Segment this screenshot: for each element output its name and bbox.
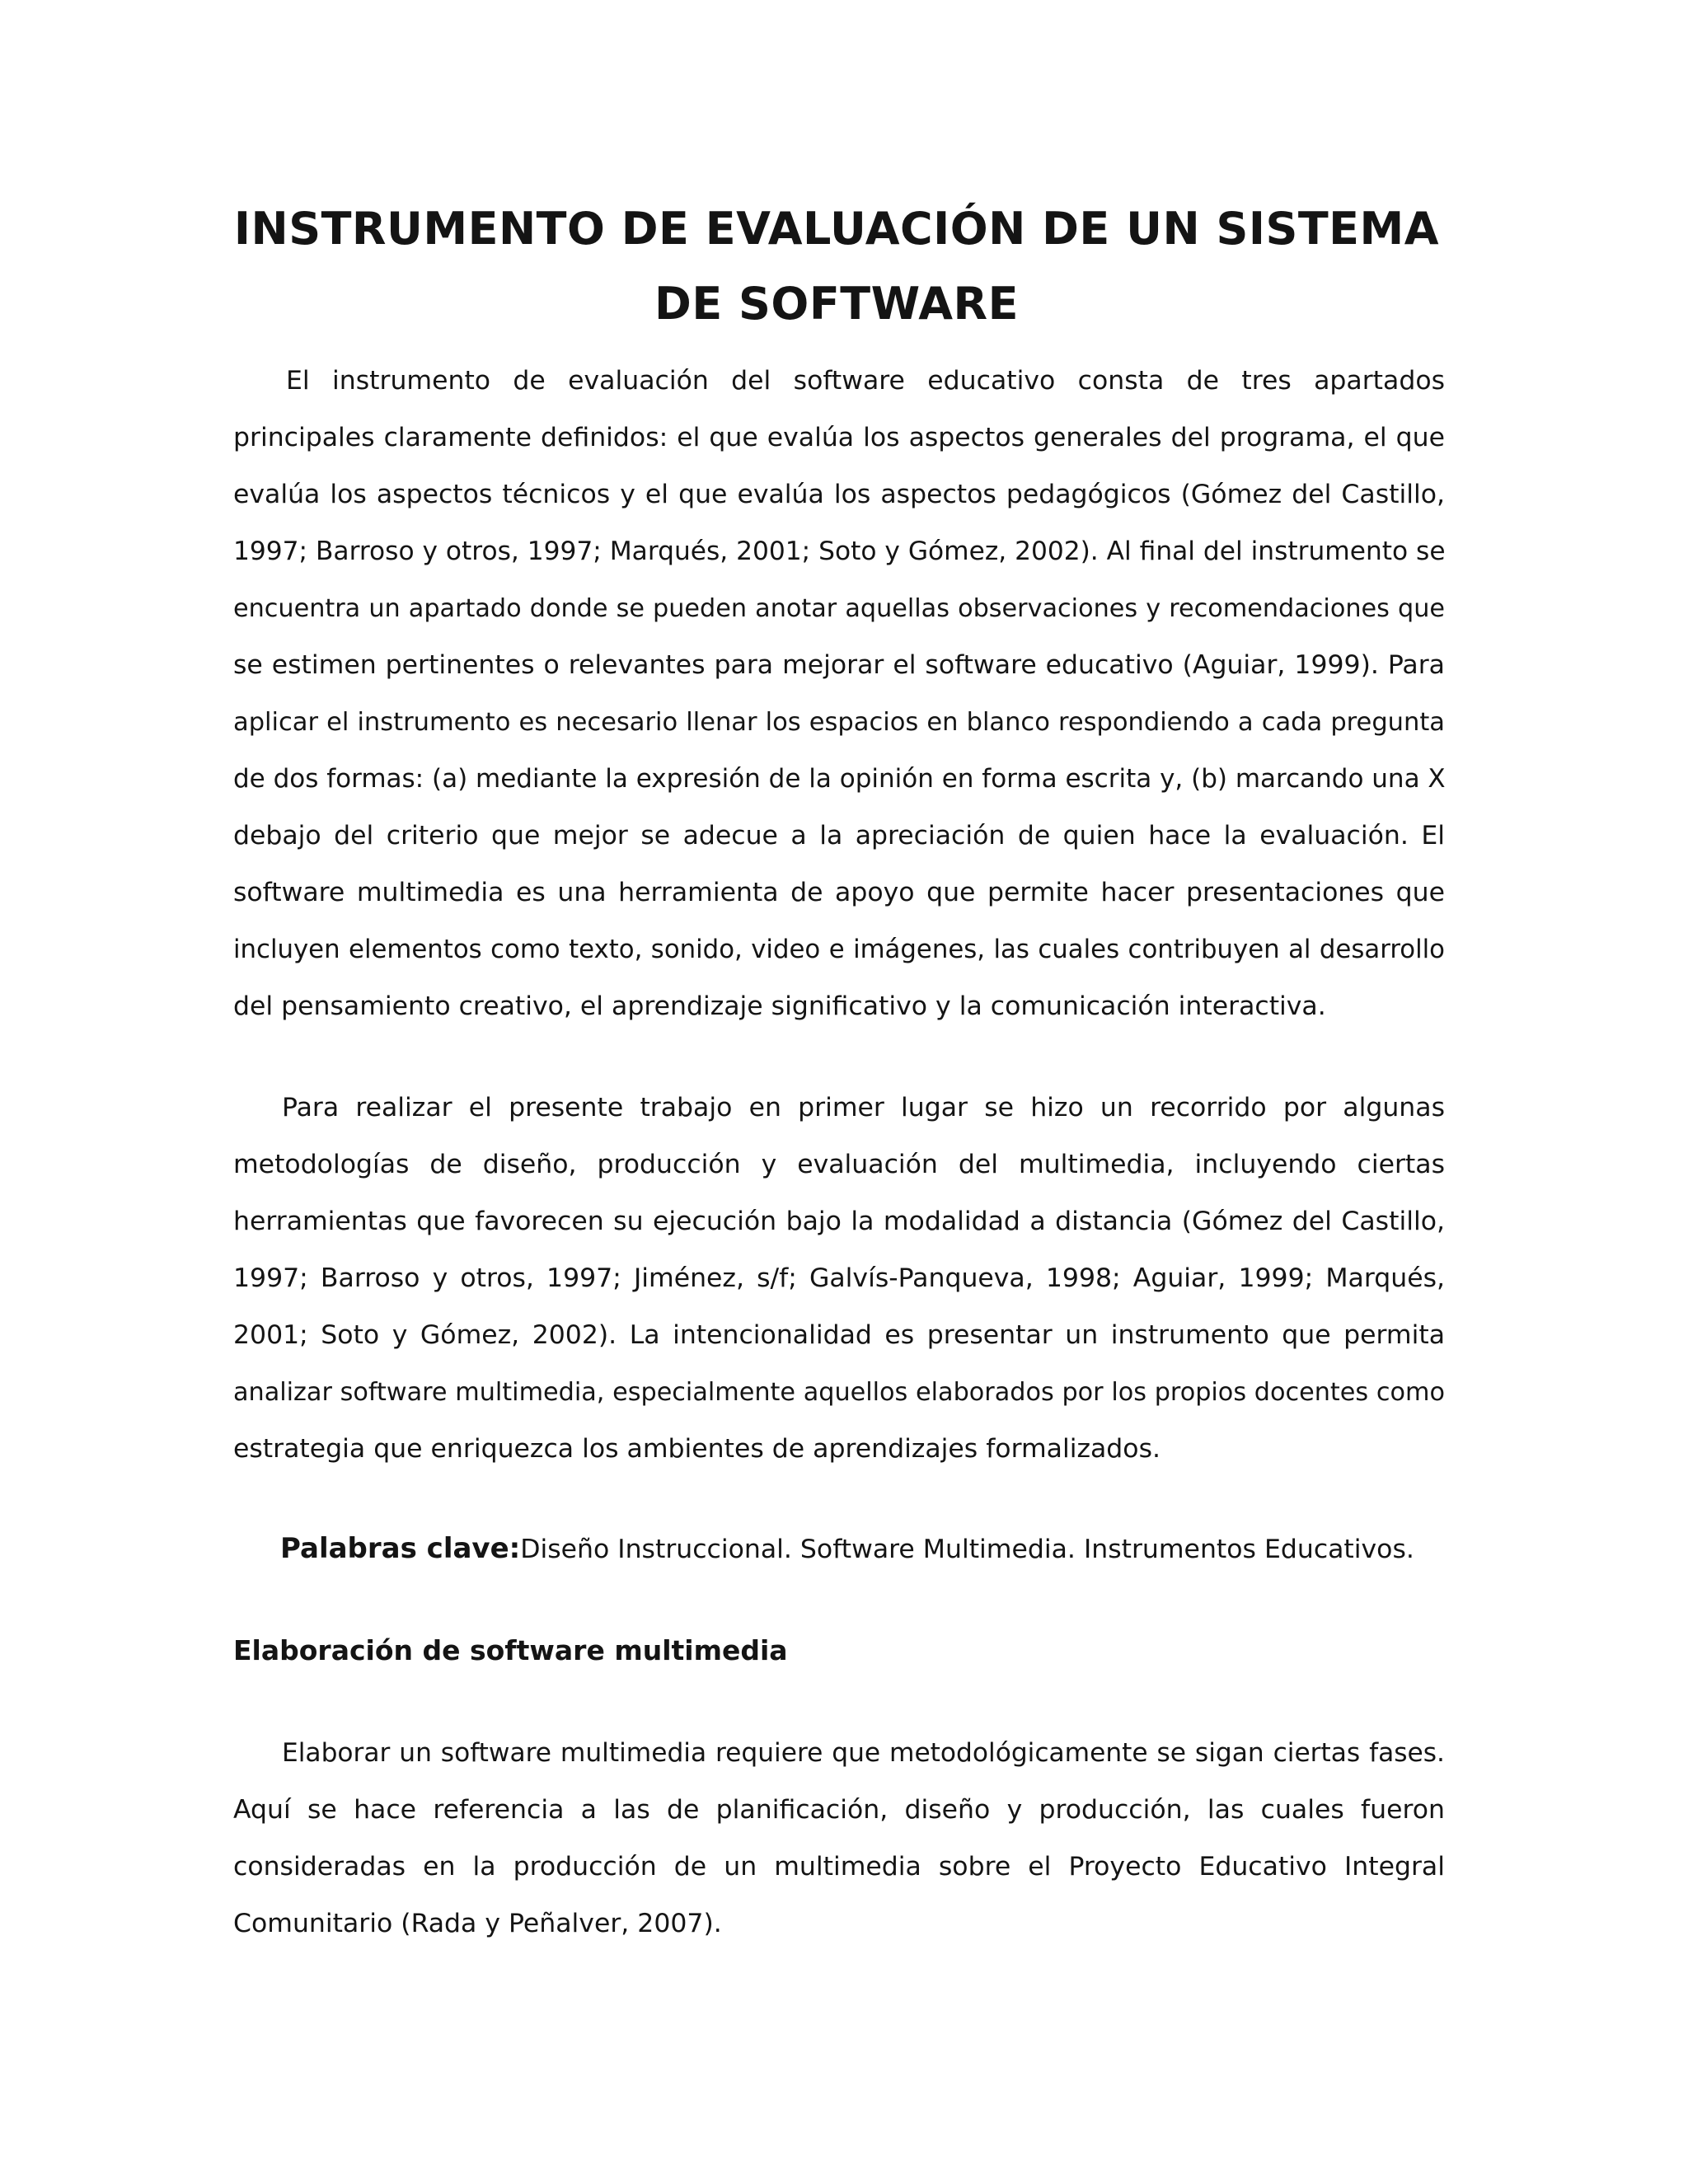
- keywords-text: Diseño Instruccional. Software Multimedia. Instrumentos Educativos.: [520, 1535, 1414, 1564]
- paragraph-line: principales claramente definidos: el que evalúa los aspectos generales del programa, el que: [233, 423, 1445, 452]
- paragraph-line: 1997; Barroso y otros, 1997; Marqués, 2001; Soto y Gómez, 2002). Al final del instrumento se: [233, 537, 1446, 566]
- paragraph-line: de dos formas: (a) mediante la expresión de la opinión en forma escrita y, (b) marcando una X: [233, 764, 1446, 794]
- paragraph-line: 2001; Soto y Gómez, 2002). La intencionalidad es presentar un instrumento que permita: [233, 1320, 1445, 1350]
- paragraph-line: debajo del criterio que mejor se adecue a la apreciación de quien hace la evaluación. El: [233, 821, 1445, 851]
- paragraph-line: del pensamiento creativo, el aprendizaje significativo y la comunicación interactiva.: [233, 991, 1326, 1021]
- section-heading: Elaboración de software multimedia: [233, 1634, 788, 1666]
- paragraph-line: aplicar el instrumento es necesario llenar los espacios en blanco respondiendo a cada pregunta: [233, 708, 1445, 737]
- paragraph-line: 1997; Barroso y otros, 1997; Jiménez, s/f; Galvís-Panqueva, 1998; Aguiar, 1999; Marqués,: [233, 1263, 1445, 1293]
- paragraph-line: Aquí se hace referencia a las de planificación, diseño y producción, las cuales fueron: [233, 1795, 1445, 1825]
- paragraph-line: Comunitario (Rada y Peñalver, 2007).: [233, 1909, 722, 1938]
- keywords: [280, 1521, 1414, 1578]
- paragraph-line: estrategia que enriquezca los ambientes de aprendizajes formalizados.: [233, 1434, 1160, 1464]
- paragraph-line: se estimen pertinentes o relevantes para mejorar el software educativo (Aguiar, 1999). Para: [233, 650, 1445, 680]
- paragraph-line: Elaborar un software multimedia requiere que metodológicamente se sigan ciertas fases.: [282, 1738, 1445, 1768]
- document-title: [206, 191, 1467, 341]
- paragraph-methodology: [233, 1080, 1445, 1478]
- paragraph-line: consideradas en la producción de un multimedia sobre el Proyecto Educativo Integral: [233, 1852, 1445, 1882]
- paragraph-line: incluyen elementos como texto, sonido, video e imágenes, las cuales contribuyen al desarrollo: [233, 935, 1445, 964]
- paragraph-line: analizar software multimedia, especialmente aquellos elaborados por los propios docentes como: [233, 1378, 1445, 1407]
- keywords-label: Palabras clave:: [280, 1532, 521, 1565]
- paragraph-line: software multimedia es una herramienta de apoyo que permite hacer presentaciones que: [233, 878, 1445, 907]
- paragraph-line: herramientas que favorecen su ejecución bajo la modalidad a distancia (Gómez del Castillo,: [233, 1207, 1445, 1236]
- paragraph-line: metodologías de diseño, producción y evaluación del multimedia, incluyendo ciertas: [233, 1150, 1445, 1179]
- paragraph-line: evalúa los aspectos técnicos y el que evalúa los aspectos pedagógicos (Gómez del Castillo,: [233, 480, 1445, 509]
- paragraph-intro: [233, 353, 1445, 1035]
- paragraph-elaboration: [233, 1725, 1445, 1952]
- paragraph-line: Para realizar el presente trabajo en primer lugar se hizo un recorrido por algunas: [282, 1093, 1445, 1122]
- paragraph-line: El instrumento de evaluación del software educativo consta de tres apartados: [286, 366, 1445, 396]
- title-line-1: INSTRUMENTO DE EVALUACIÓN DE UN SISTEMA: [233, 203, 1440, 255]
- title-line-2: DE SOFTWARE: [654, 278, 1019, 330]
- paragraph-line: encuentra un apartado donde se pueden anotar aquellas observaciones y recomendaciones que: [233, 594, 1445, 623]
